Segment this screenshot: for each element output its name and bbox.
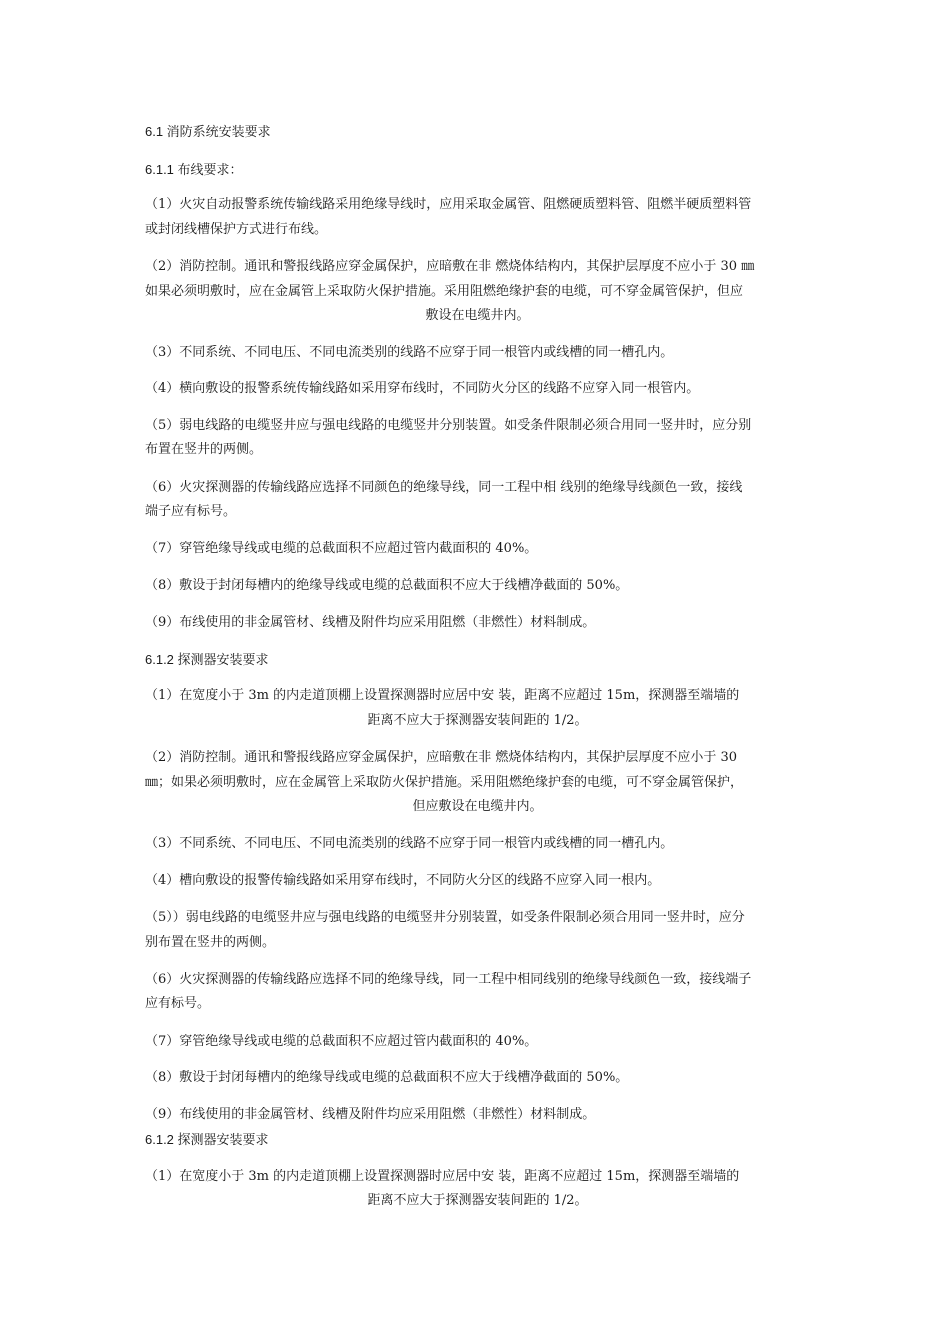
- paragraph-line: 距离不应大于探测器安装间距的 1/2。: [367, 1193, 588, 1208]
- paragraph-line: （6）火灾探测器的传输线路应选择不同颜色的绝缘导线，同一工程中相 线别的绝缘导线颜色一致，接线: [145, 480, 743, 495]
- paragraph-line: （8）敷设于封闭每槽内的绝缘导线或电缆的总截面积不应大于线槽净截面的 50%。: [145, 1070, 629, 1085]
- paragraph-line: 或封闭线槽保护方式进行布线。: [145, 222, 328, 237]
- paragraph-line: ㎜；如果必须明敷时，应在金属管上采取防火保护措施。采用阻燃绝缘护套的电缆，可不穿金属管保护，: [145, 775, 744, 790]
- paragraph-line: （1）火灾自动报警系统传输线路采用绝缘导线时，应用采取金属管、阻燃硬质塑料管、阻燃半硬质塑料管: [145, 197, 752, 212]
- paragraph-line: （1）在宽度小于 3m 的内走道顶棚上设置探测器时应居中安 装，距离不应超过 15m，探测器至端墙的: [145, 1169, 740, 1184]
- paragraph-line: 敷设在电缆井内。: [425, 308, 530, 323]
- paragraph-line: （7）穿管绝缘导线或电缆的总截面积不应超过管内截面积的 40%。: [145, 1034, 538, 1049]
- paragraph-line: （3）不同系统、不同电压、不同电流类别的线路不应穿于同一根管内或线槽的同一槽孔内。: [145, 345, 674, 360]
- paragraph-line: （2）消防控制。通讯和警报线路应穿金属保护，应暗敷在非 燃烧体结构内，其保护层厚度不应小于 30 ㎜: [145, 259, 755, 274]
- paragraph-line: （6）火灾探测器的传输线路应选择不同的绝缘导线，同一工程中相同线别的绝缘导线颜色一致，接线端子: [145, 972, 752, 987]
- paragraph-line: 如果必须明敷时，应在金属管上采取防火保护措施。采用阻燃绝缘护套的电缆，可不穿金属管保护，但应: [145, 284, 744, 299]
- paragraph-line: （5））弱电线路的电缆竖井应与强电线路的电缆竖井分别装置，如受条件限制必须合用同一竖井时，应分: [145, 910, 745, 925]
- paragraph-line: 布置在竖井的两侧。: [145, 442, 263, 457]
- paragraph-line: （1）在宽度小于 3m 的内走道顶棚上设置探测器时应居中安 装，距离不应超过 15m，探测器至端墙的: [145, 688, 740, 703]
- paragraph-line: 应有标号。: [145, 996, 211, 1011]
- paragraph-line: 端子应有标号。: [145, 504, 237, 519]
- paragraph-line: （4）槽向敷设的报警传输线路如采用穿布线时，不同防火分区的线路不应穿入同一根内。: [145, 873, 661, 888]
- paragraph-line: （9）布线使用的非金属管材、线槽及附件均应采用阻燃（非燃性）材料制成。: [145, 1107, 596, 1122]
- section-heading-6-1: 6.1 消防系统安装要求: [145, 124, 271, 139]
- paragraph-line: （7）穿管绝缘导线或电缆的总截面积不应超过管内截面积的 40%。: [145, 541, 538, 556]
- paragraph-line: （5）弱电线路的电缆竖井应与强电线路的电缆竖井分别装置。如受条件限制必须合用同一竖井时，应分别: [145, 418, 752, 433]
- subsection-heading-6-1-2: 6.1.2 探测器安装要求: [145, 652, 269, 667]
- subsection-heading-6-1-1: 6.1.1 布线要求：: [145, 162, 243, 177]
- paragraph-line: （3）不同系统、不同电压、不同电流类别的线路不应穿于同一根管内或线槽的同一槽孔内。: [145, 836, 674, 851]
- paragraph-line: 距离不应大于探测器安装间距的 1/2。: [367, 713, 588, 728]
- paragraph-line: （4）横向敷设的报警系统传输线路如采用穿布线时，不同防火分区的线路不应穿入同一根管内。: [145, 381, 700, 396]
- paragraph-line: （2）消防控制。通讯和警报线路应穿金属保护，应暗敷在非 燃烧体结构内，其保护层厚度不应小于 30: [145, 750, 738, 765]
- subsection-heading-6-1-2-repeat: 6.1.2 探测器安装要求: [145, 1132, 269, 1147]
- paragraph-line: （9）布线使用的非金属管材、线槽及附件均应采用阻燃（非燃性）材料制成。: [145, 615, 596, 630]
- paragraph-line: 但应敷设在电缆井内。: [412, 799, 543, 814]
- paragraph-line: 别布置在竖井的两侧。: [145, 935, 276, 950]
- paragraph-line: （8）敷设于封闭每槽内的绝缘导线或电缆的总截面积不应大于线槽净截面的 50%。: [145, 578, 629, 593]
